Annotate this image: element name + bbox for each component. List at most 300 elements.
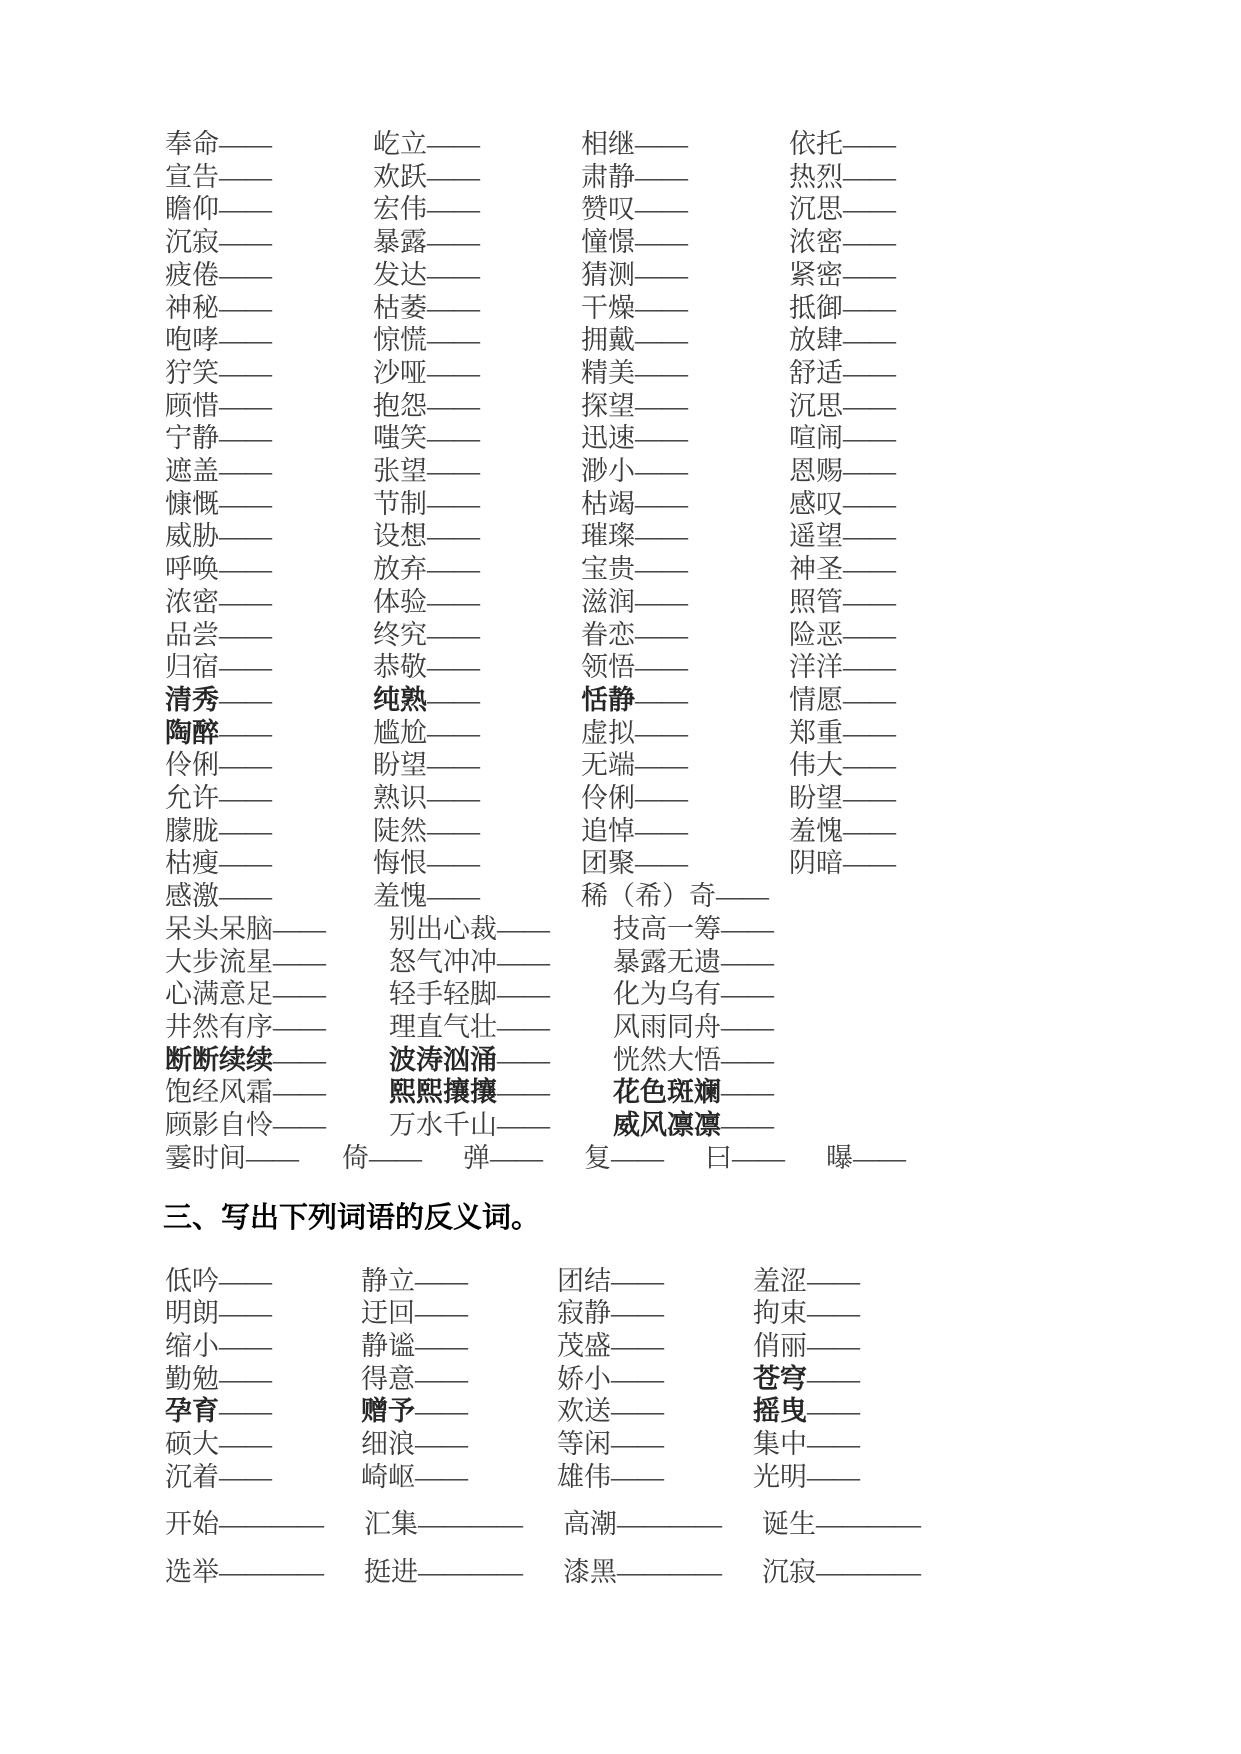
answer-blank-dash: ——: [635, 456, 687, 487]
word-text: 憧憬: [581, 227, 635, 258]
word-text: 终究: [373, 619, 427, 650]
word-text: 摇曳: [753, 1396, 807, 1427]
word-text: 陡然: [373, 815, 427, 846]
synonym-idiom-list: [165, 913, 1175, 1142]
answer-blank-dash: ————: [219, 1557, 323, 1588]
answer-blank-dash: ——: [611, 1330, 663, 1361]
word-text: 宝贵: [581, 554, 635, 585]
word-row: [165, 226, 1175, 259]
word-item: [165, 717, 373, 750]
word-item: [165, 1556, 364, 1589]
word-text: 眷恋: [581, 619, 635, 650]
word-text: 瞻仰: [165, 194, 219, 225]
answer-blank-dash: ——: [721, 1077, 773, 1108]
synonym-single-char-row: [165, 1142, 1175, 1175]
word-item: [753, 1265, 949, 1298]
word-text: 浓密: [789, 227, 843, 258]
word-text: 紧密: [789, 259, 843, 290]
word-text: 化为乌有: [613, 979, 721, 1010]
word-text: 羞愧: [789, 815, 843, 846]
word-text: 伶俐: [581, 783, 635, 814]
answer-blank-dash: ————: [418, 1557, 522, 1588]
answer-blank-dash: ——: [635, 652, 687, 683]
word-text: 舒适: [789, 357, 843, 388]
answer-blank-dash: ——: [219, 1265, 271, 1296]
word-item: [373, 259, 581, 292]
word-item: [165, 1508, 364, 1541]
answer-blank-dash: ——: [427, 325, 479, 356]
word-text: 节制: [373, 488, 427, 519]
answer-blank-dash: ——: [635, 259, 687, 290]
word-item: [789, 488, 997, 521]
word-item: [165, 782, 373, 815]
answer-blank-dash: ——: [843, 783, 895, 814]
answer-blank-dash: ————: [219, 1509, 323, 1540]
answer-blank-dash: ——: [843, 227, 895, 258]
word-text: 沉着: [165, 1461, 219, 1492]
answer-blank-dash: ————: [617, 1509, 721, 1540]
answer-blank-dash: ——: [219, 848, 271, 879]
word-text: 呆头呆脑: [165, 913, 273, 944]
word-row: [165, 847, 1175, 880]
word-item: [165, 193, 373, 226]
word-text: 勤勉: [165, 1363, 219, 1394]
word-item: [373, 520, 581, 553]
word-text: 赠予: [361, 1396, 415, 1427]
word-item: [165, 259, 373, 292]
word-item: [613, 946, 837, 979]
word-item: [373, 193, 581, 226]
answer-blank-dash: ——: [843, 750, 895, 781]
word-text: 威风凛凛: [613, 1110, 721, 1141]
word-item: [361, 1330, 557, 1363]
answer-blank-dash: ——: [273, 979, 325, 1010]
word-row: [165, 1508, 1175, 1541]
word-text: 威胁: [165, 521, 219, 552]
word-row: [165, 1363, 1175, 1396]
word-item: [165, 128, 373, 161]
word-item: [753, 1297, 949, 1330]
answer-blank-dash: ——: [427, 554, 479, 585]
word-text: 俏丽: [753, 1330, 807, 1361]
word-text: 险恶: [789, 619, 843, 650]
word-text: 得意: [361, 1363, 415, 1394]
word-text: 稀（希）奇: [581, 881, 716, 912]
word-text: 复: [584, 1142, 611, 1173]
answer-blank-dash: ——: [219, 1396, 271, 1427]
word-item: [789, 455, 997, 488]
word-item: [557, 1265, 753, 1298]
word-text: 雄伟: [557, 1461, 611, 1492]
word-item: [165, 749, 373, 782]
word-text: 浓密: [165, 586, 219, 617]
word-text: 诞生: [762, 1509, 816, 1540]
answer-blank-dash: ——: [427, 881, 479, 912]
answer-blank-dash: ——: [427, 456, 479, 487]
word-text: 陶醉: [165, 717, 219, 748]
answer-blank-dash: ——: [635, 815, 687, 846]
word-item: [613, 1044, 837, 1077]
word-item: [373, 815, 581, 848]
answer-blank-dash: ——: [427, 750, 479, 781]
answer-blank-dash: ——: [497, 913, 549, 944]
word-text: 设想: [373, 521, 427, 552]
word-item: [789, 226, 997, 259]
word-text: 悔恨: [373, 848, 427, 879]
word-text: 枯瘦: [165, 848, 219, 879]
word-text: 干燥: [581, 292, 635, 323]
answer-blank-dash: ——: [273, 946, 325, 977]
answer-blank-dash: ——: [635, 619, 687, 650]
word-text: 咆哮: [165, 325, 219, 356]
word-row: [165, 717, 1175, 750]
word-item: [389, 1076, 613, 1109]
word-item: [373, 586, 581, 619]
answer-blank-dash: ——: [219, 619, 271, 650]
word-item: [581, 782, 789, 815]
word-text: 霎时间: [165, 1142, 246, 1173]
answer-blank-dash: ——: [716, 881, 768, 912]
answer-blank-dash: ——: [219, 1429, 271, 1460]
answer-blank-dash: ——: [497, 1077, 549, 1108]
answer-blank-dash: ——: [427, 423, 479, 454]
word-text: 细浪: [361, 1429, 415, 1460]
answer-blank-dash: ——: [427, 684, 479, 715]
word-item: [165, 1461, 361, 1494]
answer-blank-dash: ——: [843, 521, 895, 552]
answer-blank-dash: ——: [635, 292, 687, 323]
word-text: 高潮: [563, 1509, 617, 1540]
word-text: 迅速: [581, 423, 635, 454]
word-item: [463, 1142, 584, 1175]
word-item: [581, 226, 789, 259]
word-item: [165, 946, 389, 979]
word-text: 尴尬: [373, 717, 427, 748]
word-text: 洋洋: [789, 652, 843, 683]
word-text: 寂静: [557, 1298, 611, 1329]
antonym-section-heading: 三、写出下列词语的反义词。: [163, 1201, 541, 1234]
word-text: 依托: [789, 129, 843, 159]
word-item: [563, 1508, 762, 1541]
antonym-wide-list: [165, 1508, 1175, 1588]
answer-blank-dash: ——: [273, 1110, 325, 1141]
word-item: [789, 128, 997, 161]
word-text: 明朗: [165, 1298, 219, 1329]
word-row: [165, 193, 1175, 226]
word-text: 嗤笑: [373, 423, 427, 454]
word-text: 伶俐: [165, 750, 219, 781]
word-item: [165, 488, 373, 521]
word-text: 神秘: [165, 292, 219, 323]
answer-blank-dash: ——: [843, 717, 895, 748]
word-item: [361, 1461, 557, 1494]
word-text: 光明: [753, 1461, 807, 1492]
answer-blank-dash: ——: [843, 586, 895, 617]
word-text: 宁静: [165, 423, 219, 454]
word-text: 渺小: [581, 456, 635, 487]
word-text: 团结: [557, 1265, 611, 1296]
word-item: [165, 913, 389, 946]
word-item: [165, 847, 373, 880]
word-item: [165, 1142, 342, 1175]
answer-blank-dash: ——: [635, 750, 687, 781]
word-text: 张望: [373, 456, 427, 487]
answer-blank-dash: ——: [246, 1142, 298, 1173]
word-item: [373, 488, 581, 521]
word-item: [581, 619, 789, 652]
answer-blank-dash: ——: [843, 652, 895, 683]
word-row: [165, 782, 1175, 815]
word-row: [165, 520, 1175, 553]
word-item: [389, 1109, 613, 1142]
word-text: 阴暗: [789, 848, 843, 879]
word-item: [789, 357, 997, 390]
answer-blank-dash: ——: [427, 619, 479, 650]
word-text: 惊慌: [373, 325, 427, 356]
word-item: [826, 1142, 947, 1175]
answer-blank-dash: ——: [843, 161, 895, 192]
answer-blank-dash: ——: [219, 750, 271, 781]
word-text: 情愿: [789, 684, 843, 715]
word-item: [789, 684, 997, 717]
answer-blank-dash: ——: [497, 1044, 549, 1075]
word-row: [165, 619, 1175, 652]
word-item: [581, 520, 789, 553]
answer-blank-dash: ——: [497, 979, 549, 1010]
word-text: 恩赐: [789, 456, 843, 487]
word-row: [165, 1556, 1175, 1589]
answer-blank-dash: ——: [219, 1461, 271, 1492]
word-row: [165, 749, 1175, 782]
word-text: 风雨同舟: [613, 1011, 721, 1042]
word-item: [389, 1044, 613, 1077]
word-item: [789, 422, 997, 455]
word-text: 井然有序: [165, 1011, 273, 1042]
word-text: 低吟: [165, 1265, 219, 1296]
word-text: 抵御: [789, 292, 843, 323]
word-row: [165, 946, 1175, 979]
answer-blank-dash: ——: [635, 227, 687, 258]
word-text: 追悼: [581, 815, 635, 846]
answer-blank-dash: ——: [635, 783, 687, 814]
word-row: [165, 978, 1175, 1011]
word-item: [342, 1142, 463, 1175]
word-item: [581, 651, 789, 684]
word-text: 别出心裁: [389, 913, 497, 944]
word-text: 欢跃: [373, 161, 427, 192]
answer-blank-dash: ——: [635, 129, 687, 159]
word-row: [165, 1044, 1175, 1077]
answer-blank-dash: ——: [635, 521, 687, 552]
word-item: [563, 1556, 762, 1589]
word-text: 断断续续: [165, 1044, 273, 1075]
word-row: [165, 390, 1175, 423]
word-item: [361, 1297, 557, 1330]
word-text: 弹: [463, 1142, 490, 1173]
word-item: [165, 1011, 389, 1044]
word-item: [165, 553, 373, 586]
answer-blank-dash: ——: [611, 1142, 663, 1173]
word-row: [165, 1142, 1175, 1175]
word-item: [165, 324, 373, 357]
word-text: 沉思: [789, 390, 843, 421]
word-item: [389, 946, 613, 979]
word-text: 茂盛: [557, 1330, 611, 1361]
word-row: [165, 880, 1175, 913]
word-text: 感叹: [789, 488, 843, 519]
word-item: [705, 1142, 826, 1175]
word-item: [373, 455, 581, 488]
answer-blank-dash: ——: [427, 652, 479, 683]
word-text: 狞笑: [165, 357, 219, 388]
word-item: [789, 717, 997, 750]
word-text: 放肆: [789, 325, 843, 356]
answer-blank-dash: ——: [635, 161, 687, 192]
word-text: 奉命: [165, 129, 219, 159]
word-text: 肃静: [581, 161, 635, 192]
word-item: [581, 259, 789, 292]
word-item: [165, 1395, 361, 1428]
answer-blank-dash: ——: [635, 586, 687, 617]
word-item: [165, 422, 373, 455]
answer-blank-dash: ——: [273, 1044, 325, 1075]
answer-blank-dash: ——: [415, 1429, 467, 1460]
answer-blank-dash: ——: [427, 161, 479, 192]
word-text: 纯熟: [373, 684, 427, 715]
answer-blank-dash: ——: [843, 390, 895, 421]
word-text: 遮盖: [165, 456, 219, 487]
answer-blank-dash: ——: [843, 423, 895, 454]
word-text: 探望: [581, 390, 635, 421]
answer-blank-dash: ——: [273, 913, 325, 944]
answer-blank-dash: ——: [497, 1110, 549, 1141]
answer-blank-dash: ————: [816, 1557, 920, 1588]
word-item: [389, 913, 613, 946]
word-item: [373, 847, 581, 880]
word-text: 感激: [165, 881, 219, 912]
word-text: 枯萎: [373, 292, 427, 323]
word-item: [165, 1265, 361, 1298]
word-row: [165, 684, 1175, 717]
word-text: 允许: [165, 783, 219, 814]
synonym-word-list: [165, 128, 1175, 913]
answer-blank-dash: ——: [635, 554, 687, 585]
word-item: [584, 1142, 705, 1175]
answer-blank-dash: ——: [611, 1429, 663, 1460]
word-item: [581, 815, 789, 848]
answer-blank-dash: ————: [617, 1557, 721, 1588]
word-item: [581, 847, 789, 880]
answer-blank-dash: ——: [427, 292, 479, 323]
word-text: 清秀: [165, 684, 219, 715]
word-text: 迂回: [361, 1298, 415, 1329]
word-item: [581, 488, 789, 521]
answer-blank-dash: ——: [635, 848, 687, 879]
answer-blank-dash: ——: [497, 1011, 549, 1042]
answer-blank-dash: ——: [219, 325, 271, 356]
word-item: [165, 390, 373, 423]
word-item: [613, 978, 837, 1011]
word-text: 宣告: [165, 161, 219, 192]
answer-blank-dash: ——: [219, 586, 271, 617]
answer-blank-dash: ——: [219, 652, 271, 683]
answer-blank-dash: ——: [490, 1142, 542, 1173]
word-item: [373, 422, 581, 455]
answer-blank-dash: ——: [427, 390, 479, 421]
answer-blank-dash: ——: [219, 1363, 271, 1394]
word-item: [373, 390, 581, 423]
word-row: [165, 259, 1175, 292]
answer-blank-dash: ——: [843, 619, 895, 650]
word-item: [789, 520, 997, 553]
word-item: [789, 651, 997, 684]
answer-blank-dash: ——: [427, 227, 479, 258]
word-text: 波涛汹涌: [389, 1044, 497, 1075]
answer-blank-dash: ——: [635, 194, 687, 225]
word-text: 顾影自怜: [165, 1110, 273, 1141]
word-text: 静谧: [361, 1330, 415, 1361]
word-item: [165, 520, 373, 553]
answer-blank-dash: ——: [611, 1461, 663, 1492]
word-item: [613, 913, 837, 946]
word-text: 熟识: [373, 783, 427, 814]
answer-blank-dash: ——: [219, 227, 271, 258]
word-row: [165, 586, 1175, 619]
word-text: 赞叹: [581, 194, 635, 225]
word-row: [165, 128, 1175, 161]
word-text: 慷慨: [165, 488, 219, 519]
word-text: 照管: [789, 586, 843, 617]
word-item: [373, 684, 581, 717]
answer-blank-dash: ——: [635, 390, 687, 421]
answer-blank-dash: ——: [219, 488, 271, 519]
word-item: [789, 815, 997, 848]
word-item: [373, 161, 581, 194]
answer-blank-dash: ——: [611, 1396, 663, 1427]
word-row: [165, 324, 1175, 357]
answer-blank-dash: ——: [219, 456, 271, 487]
answer-blank-dash: ——: [427, 357, 479, 388]
answer-blank-dash: ——: [721, 913, 773, 944]
word-item: [165, 1044, 389, 1077]
word-text: 呼唤: [165, 554, 219, 585]
word-text: 团聚: [581, 848, 635, 879]
word-item: [581, 880, 789, 913]
answer-blank-dash: ——: [427, 815, 479, 846]
word-item: [753, 1428, 949, 1461]
word-item: [373, 553, 581, 586]
word-item: [581, 684, 789, 717]
word-item: [557, 1461, 753, 1494]
word-item: [557, 1330, 753, 1363]
word-text: 领悟: [581, 652, 635, 683]
answer-blank-dash: ——: [721, 1044, 773, 1075]
answer-blank-dash: ——: [635, 488, 687, 519]
word-text: 苍穹: [753, 1363, 807, 1394]
word-item: [361, 1395, 557, 1428]
word-item: [165, 161, 373, 194]
word-text: 沉寂: [165, 227, 219, 258]
word-text: 选举: [165, 1557, 219, 1588]
word-item: [165, 1330, 361, 1363]
answer-blank-dash: ——: [415, 1298, 467, 1329]
word-text: 沉寂: [762, 1557, 816, 1588]
word-item: [753, 1461, 949, 1494]
answer-blank-dash: ——: [807, 1363, 859, 1394]
word-text: 品尝: [165, 619, 219, 650]
word-text: 发达: [373, 259, 427, 290]
word-item: [165, 357, 373, 390]
